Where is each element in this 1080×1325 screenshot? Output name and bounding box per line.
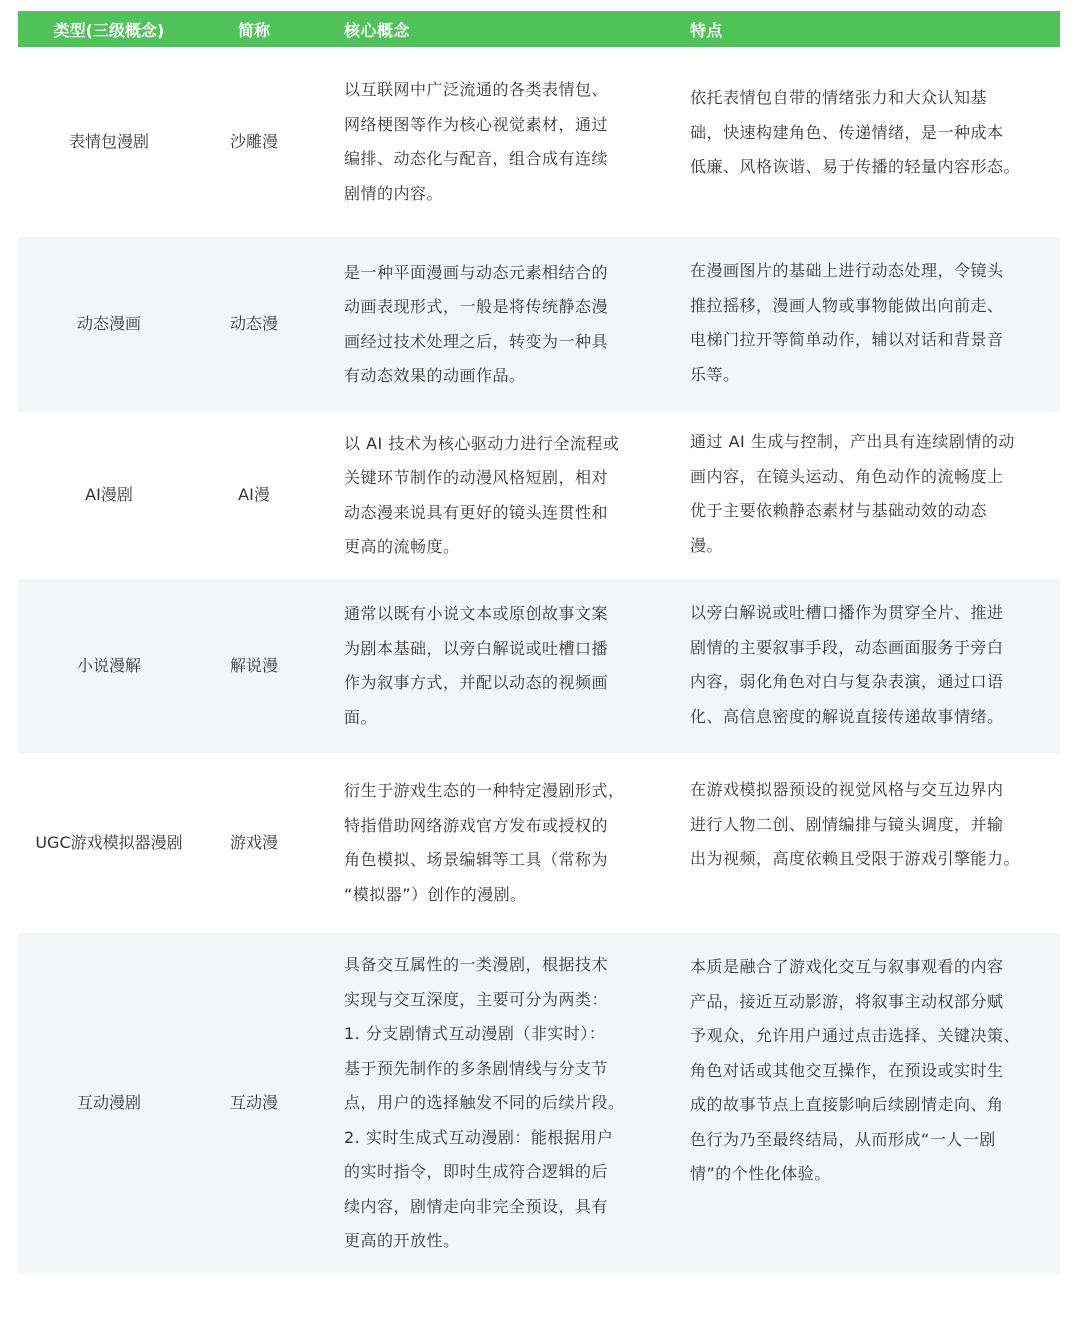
feature-cell xyxy=(644,47,1060,237)
type-cell: 动态漫画 xyxy=(76,314,141,334)
type-cell: UGC游戏模拟器漫剧 xyxy=(35,832,183,852)
concept-cell xyxy=(308,933,644,1274)
concept-cell xyxy=(308,579,644,753)
table-row xyxy=(18,933,1060,1274)
table-header xyxy=(18,11,1060,47)
abbr-cell: AI漫 xyxy=(238,485,270,505)
feature-cell xyxy=(644,237,1060,412)
concept-text: 以互联网中广泛流通的各类表情包、 网络梗图等作为核心视觉素材，通过 编排、动态化与配音，组合成有连续 剧情的内容。 xyxy=(344,80,609,203)
header-abbr: 简称 xyxy=(237,20,270,40)
feature-text: 本质是融合了游戏化交互与叙事观看的内容 产品，接近互动影游，将叙事主动权部分赋 予观众，允许用户通过点击选择、关键决策、 角色对话或其他交互操作，在预设或实时生 成的故事节点上直接影响后续剧情走向、角 色行为乃至最终结局，从而形成“一人一剧 情”的个性化体验。 xyxy=(690,957,1021,1183)
concept-text: 以 AI 技术为核心驱动力进行全流程或 关键环节制作的动漫风格短剧，相对 动态漫来说具有更好的镜头连贯性和 更高的流畅度。 xyxy=(344,433,620,556)
concept-cell xyxy=(308,47,644,237)
concept-text: 衍生于游戏生态的一种特定漫剧形式， 特指借助网络游戏官方发布或授权的 角色模拟、场景编辑等工具（常称为 “模拟器”）创作的漫剧。 xyxy=(344,781,625,904)
concept-text: 具备交互属性的一类漫剧，根据技术 实现与交互深度，主要可分为两类： 1. 分支剧情式互动漫剧（非实时）： 基于预先制作的多条剧情线与分支节 点，用户的选择触发不同的后续片段。 2. 实时生成式互动漫剧：能根据用户 的实时指令，即时生成符合逻辑的后 续内容，剧情走向非完全预设，具有 更高的开放性。 xyxy=(344,955,625,1251)
abbr-cell: 动态漫 xyxy=(229,314,278,334)
concept-cell xyxy=(308,412,644,579)
table-row xyxy=(18,579,1060,753)
feature-cell xyxy=(644,933,1060,1274)
table-row xyxy=(18,47,1060,237)
abbr-cell: 游戏漫 xyxy=(229,832,278,852)
abbr-cell: 互动漫 xyxy=(229,1093,278,1113)
type-cell: 互动漫剧 xyxy=(76,1093,141,1113)
feature-cell xyxy=(644,579,1060,753)
feature-text: 在游戏模拟器预设的视觉风格与交互边界内 进行人物二创、剧情编排与镜头调度，并输 出为视频，高度依赖且受限于游戏引擎能力。 xyxy=(690,780,1021,868)
feature-cell xyxy=(644,753,1060,933)
concept-text: 通常以既有小说文本或原创故事文案 为剧本基础，以旁白解说或吐槽口播 作为叙事方式，并配以动态的视频画 面。 xyxy=(344,604,609,727)
type-cell: AI漫剧 xyxy=(85,485,133,505)
concept-table xyxy=(18,11,1060,1274)
table-row xyxy=(18,412,1060,579)
type-cell: 小说漫解 xyxy=(76,655,141,675)
feature-cell xyxy=(644,412,1060,579)
feature-text: 通过 AI 生成与控制，产出具有连续剧情的动 画内容，在镜头运动、角色动作的流畅度上 优于主要依赖静态素材与基础动效的动态 漫。 xyxy=(690,432,1015,555)
concept-cell xyxy=(308,237,644,412)
table-row xyxy=(18,753,1060,933)
feature-text: 依托表情包自带的情绪张力和大众认知基 础，快速构建角色、传递情绪，是一种成本 低廉、风格诙谐、易于传播的轻量内容形态。 xyxy=(690,88,1021,176)
type-cell: 表情包漫剧 xyxy=(68,131,149,151)
header-type: 类型(三级概念) xyxy=(53,20,165,40)
header-concept: 核心概念 xyxy=(344,20,411,40)
concept-text: 是一种平面漫画与动态元素相结合的 动画表现形式，一般是将传统静态漫 画经过技术处理之后，转变为一种具 有动态效果的动画作品。 xyxy=(344,262,609,385)
table-row xyxy=(18,237,1060,412)
abbr-cell: 沙雕漫 xyxy=(229,131,278,151)
feature-text: 以旁白解说或吐槽口播作为贯穿全片、推进 剧情的主要叙事手段，动态画面服务于旁白 内容，弱化角色对白与复杂表演，通过口语 化、高信息密度的解说直接传递故事情绪。 xyxy=(690,603,1004,726)
header-feature: 特点 xyxy=(690,20,724,40)
concept-cell xyxy=(308,753,644,933)
abbr-cell: 解说漫 xyxy=(229,655,278,675)
feature-text: 在漫画图片的基础上进行动态处理，令镜头 推拉摇移，漫画人物或事物能做出向前走、 电梯门拉开等简单动作，辅以对话和背景音 乐等。 xyxy=(690,261,1004,384)
